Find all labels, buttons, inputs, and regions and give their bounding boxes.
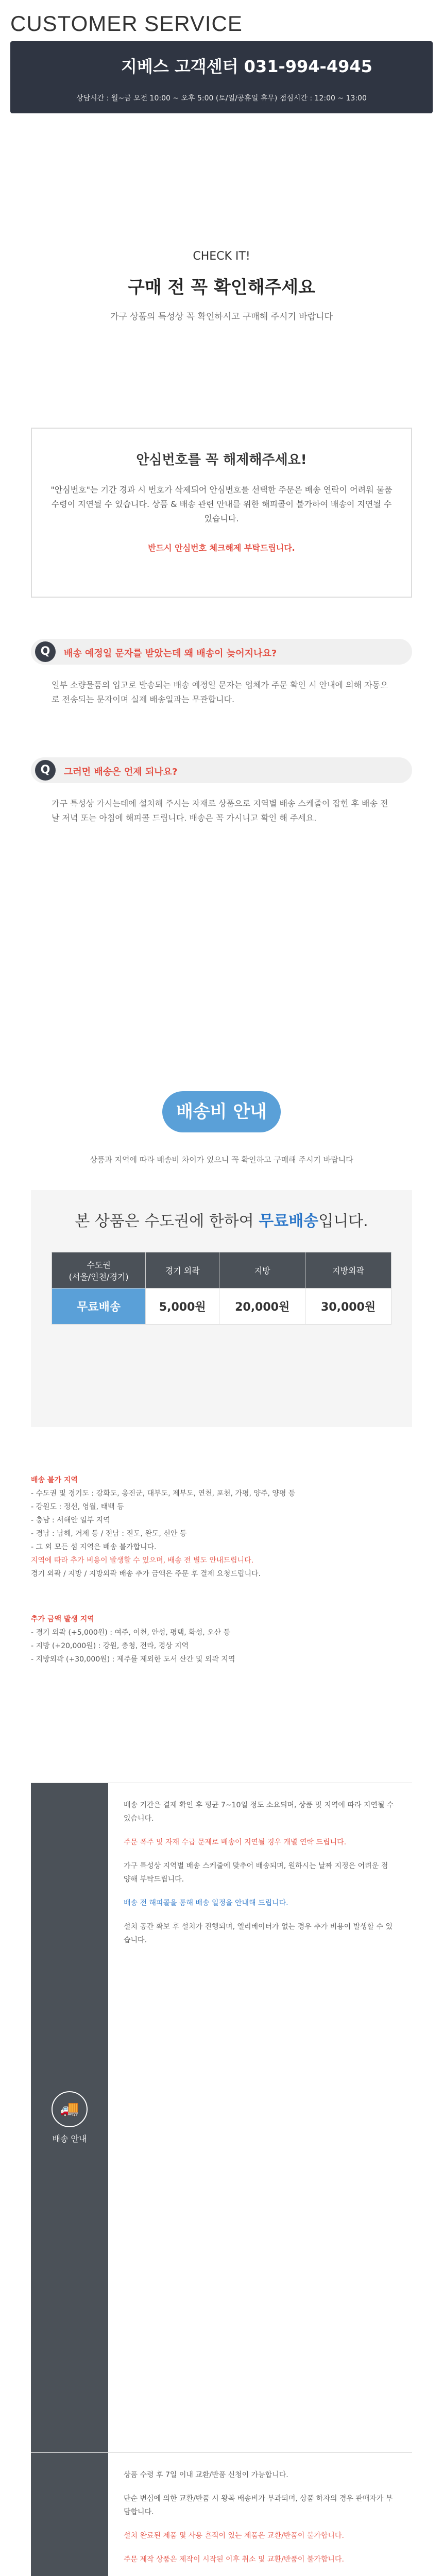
customer-center-phone: 지베스 고객센터 031-994-4945 (121, 57, 372, 76)
policy-label-cell (31, 2453, 108, 2576)
policy-paragraph: 단순 변심에 의한 교환/반품 시 왕복 배송비가 부과되며, 상품 하자의 경우 판매자가 부담합니다. (124, 2495, 393, 2516)
fee-col-gyeonggi-outer: 경기 외곽 (146, 1252, 219, 1289)
policy-label: 배송 안내 (52, 2134, 87, 2144)
no-delivery-note-red: 지역에 따라 추가 비용이 발생할 수 있으며, 배송 전 별도 안내드립니다. (31, 1556, 254, 1565)
extra-fee-line: - 지방외곽 (+30,000원) : 제주를 제외한 도서 산간 및 외곽 지역 (31, 1655, 235, 1664)
qa-item (31, 757, 412, 825)
shipping-headline (31, 1208, 412, 1231)
safe-number-title: 안심번호를 꼭 해제해주세요! (136, 452, 307, 468)
headline-suffix: 입니다. (318, 1212, 368, 1230)
safe-number-body: "안심번호"는 기간 경과 시 번호가 삭제되어 안심번호를 선택한 주문은 배송 연락이 어려워 물품 수령이 지연될 수 있습니다. 상품 & 배송 관련 안내를 위한 해피콜이 불가하여 배송이 지연될 수 있습니다. (50, 485, 393, 523)
customer-center-bar (10, 41, 433, 113)
qa-question-bar (31, 757, 412, 783)
shipping-description: 상품과 지역에 따라 배송비 차이가 있으니 꼭 확인하고 구매해 주시기 바랍니다 (90, 1155, 353, 1164)
policy-paragraph: 설치 완료된 제품 및 사용 흔적이 있는 제품은 교환/반품이 불가합니다. (124, 2532, 344, 2540)
extra-fee-line: - 경기 외곽 (+5,000원) : 여주, 이천, 안성, 평택, 화성, 오산 등 (31, 1629, 231, 1637)
policy-paragraph: 설치 공간 확보 후 설치가 진행되며, 엘리베이터가 없는 경우 추가 비용이 발생할 수 있습니다. (124, 1923, 393, 1944)
shipping-fee-table (52, 1252, 391, 1325)
qa-answer: 가구 특성상 가시는데에 설치해 주시는 자재로 상품으로 지역별 배송 스케줄이 잡힌 후 배송 전날 저녁 또는 아침에 해피콜 드립니다. 배송은 꼭 가시니고 확인 해 주세요. (52, 799, 388, 823)
safe-number-notice (31, 428, 412, 598)
qa-answer: 일부 소량물품의 입고로 발송되는 배송 예정일 문자는 업체가 주문 확인 시 안내에 의해 자동으로 전송되는 문자이며 실제 배송일과는 무관합니다. (52, 680, 388, 704)
headline-free-shipping: 무료배송 (259, 1212, 319, 1230)
extra-fee-areas (31, 1613, 412, 1666)
truck-icon: 🚚 (52, 2091, 88, 2127)
policy-body (108, 2453, 412, 2576)
no-delivery-line: - 그 외 모든 섬 지역은 배송 불가합니다. (31, 1543, 157, 1551)
qa-question-bar (31, 639, 412, 665)
check-it-kicker: CHECK IT! (193, 250, 250, 263)
headline-prefix: 본 상품은 수도권에 한하여 (75, 1212, 259, 1230)
check-description: 가구 상품의 특성상 꼭 확인하시고 구매해 주시기 바랍니다 (110, 312, 333, 322)
qa-question: 그러면 배송은 언제 되나요? (64, 767, 178, 777)
question-icon: Q (35, 641, 56, 662)
policy-paragraph: 상품 수령 후 7일 이내 교환/반품 신청이 가능합니다. (124, 2471, 288, 2479)
shipping-fee-box (31, 1190, 412, 1427)
no-delivery-line: - 충남 : 서해안 일부 지역 (31, 1516, 110, 1524)
policy-paragraph: 가구 특성상 지역별 배송 스케줄에 맞추어 배송되며, 원하시는 날짜 지정은 어려운 점 양해 부탁드립니다. (124, 1862, 388, 1884)
extra-fee-title: 추가 금액 발생 지역 (31, 1615, 94, 1623)
policy-paragraph: 주문 폭주 및 자재 수급 문제로 배송이 지연될 경우 개별 연락 드립니다. (124, 1838, 347, 1846)
fee-gyeonggi-outer: 5,000원 (146, 1289, 219, 1325)
fee-col-metro: 수도권 (서울/인천/경기) (52, 1252, 146, 1289)
shipping-info-pill: 배송비 안내 (162, 1091, 281, 1132)
qa-item (31, 639, 412, 707)
policy-label-cell (31, 1783, 108, 2453)
policy-body (108, 1783, 412, 2453)
fee-local-outer: 30,000원 (305, 1289, 391, 1325)
no-delivery-title: 배송 불가 지역 (31, 1476, 78, 1484)
policy-row-exchange (31, 2453, 412, 2576)
extra-fee-line: - 지방 (+20,000원) : 강원, 충청, 전라, 경상 지역 (31, 1642, 189, 1650)
question-icon: Q (35, 760, 56, 781)
fee-local: 20,000원 (219, 1289, 305, 1325)
no-delivery-areas (31, 1473, 412, 1581)
policy-paragraph: 주문 제작 상품은 제작이 시작된 이후 취소 및 교환/반품이 불가합니다. (124, 2555, 344, 2564)
fee-metro: 무료배송 (52, 1289, 146, 1325)
fee-header-row (52, 1252, 391, 1289)
policy-paragraph: 배송 전 해피콜을 통해 배송 일정을 안내해 드립니다. (124, 1899, 288, 1907)
safe-number-warning: 반드시 안심번호 체크해제 부탁드립니다. (148, 543, 295, 553)
customer-service-title: CUSTOMER SERVICE (10, 11, 243, 36)
no-delivery-note: 경기 외곽 / 지방 / 지방외곽 배송 추가 금액은 주문 후 결제 요청드립니다. (31, 1570, 261, 1578)
no-delivery-line: - 경남 : 남해, 거제 등 / 전남 : 진도, 완도, 신안 등 (31, 1530, 187, 1538)
check-heading: 구매 전 꼭 확인해주세요 (128, 277, 315, 298)
fee-col-local: 지방 (219, 1252, 305, 1289)
policy-row-delivery (31, 1783, 412, 2453)
qa-question: 배송 예정일 문자를 받았는데 왜 배송이 늦어지나요? (64, 648, 277, 659)
fee-value-row (52, 1289, 391, 1325)
no-delivery-line: - 강원도 : 정선, 영월, 태백 등 (31, 1503, 124, 1511)
no-delivery-line: - 수도권 및 경기도 : 강화도, 옹진군, 대부도, 제부도, 연천, 포천, 가평, 양주, 양평 등 (31, 1489, 296, 1498)
policy-paragraph: 배송 기간은 결제 확인 후 평균 7~10일 정도 소요되며, 상품 및 지역에 따라 지연될 수 있습니다. (124, 1801, 394, 1823)
policy-table (31, 1783, 412, 2576)
consult-hours: 상담시간 : 월~금 오전 10:00 ~ 오후 5:00 (토/일/공휴일 휴무) 점심시간 : 12:00 ~ 13:00 (76, 94, 367, 103)
fee-col-local-outer: 지방외곽 (305, 1252, 391, 1289)
